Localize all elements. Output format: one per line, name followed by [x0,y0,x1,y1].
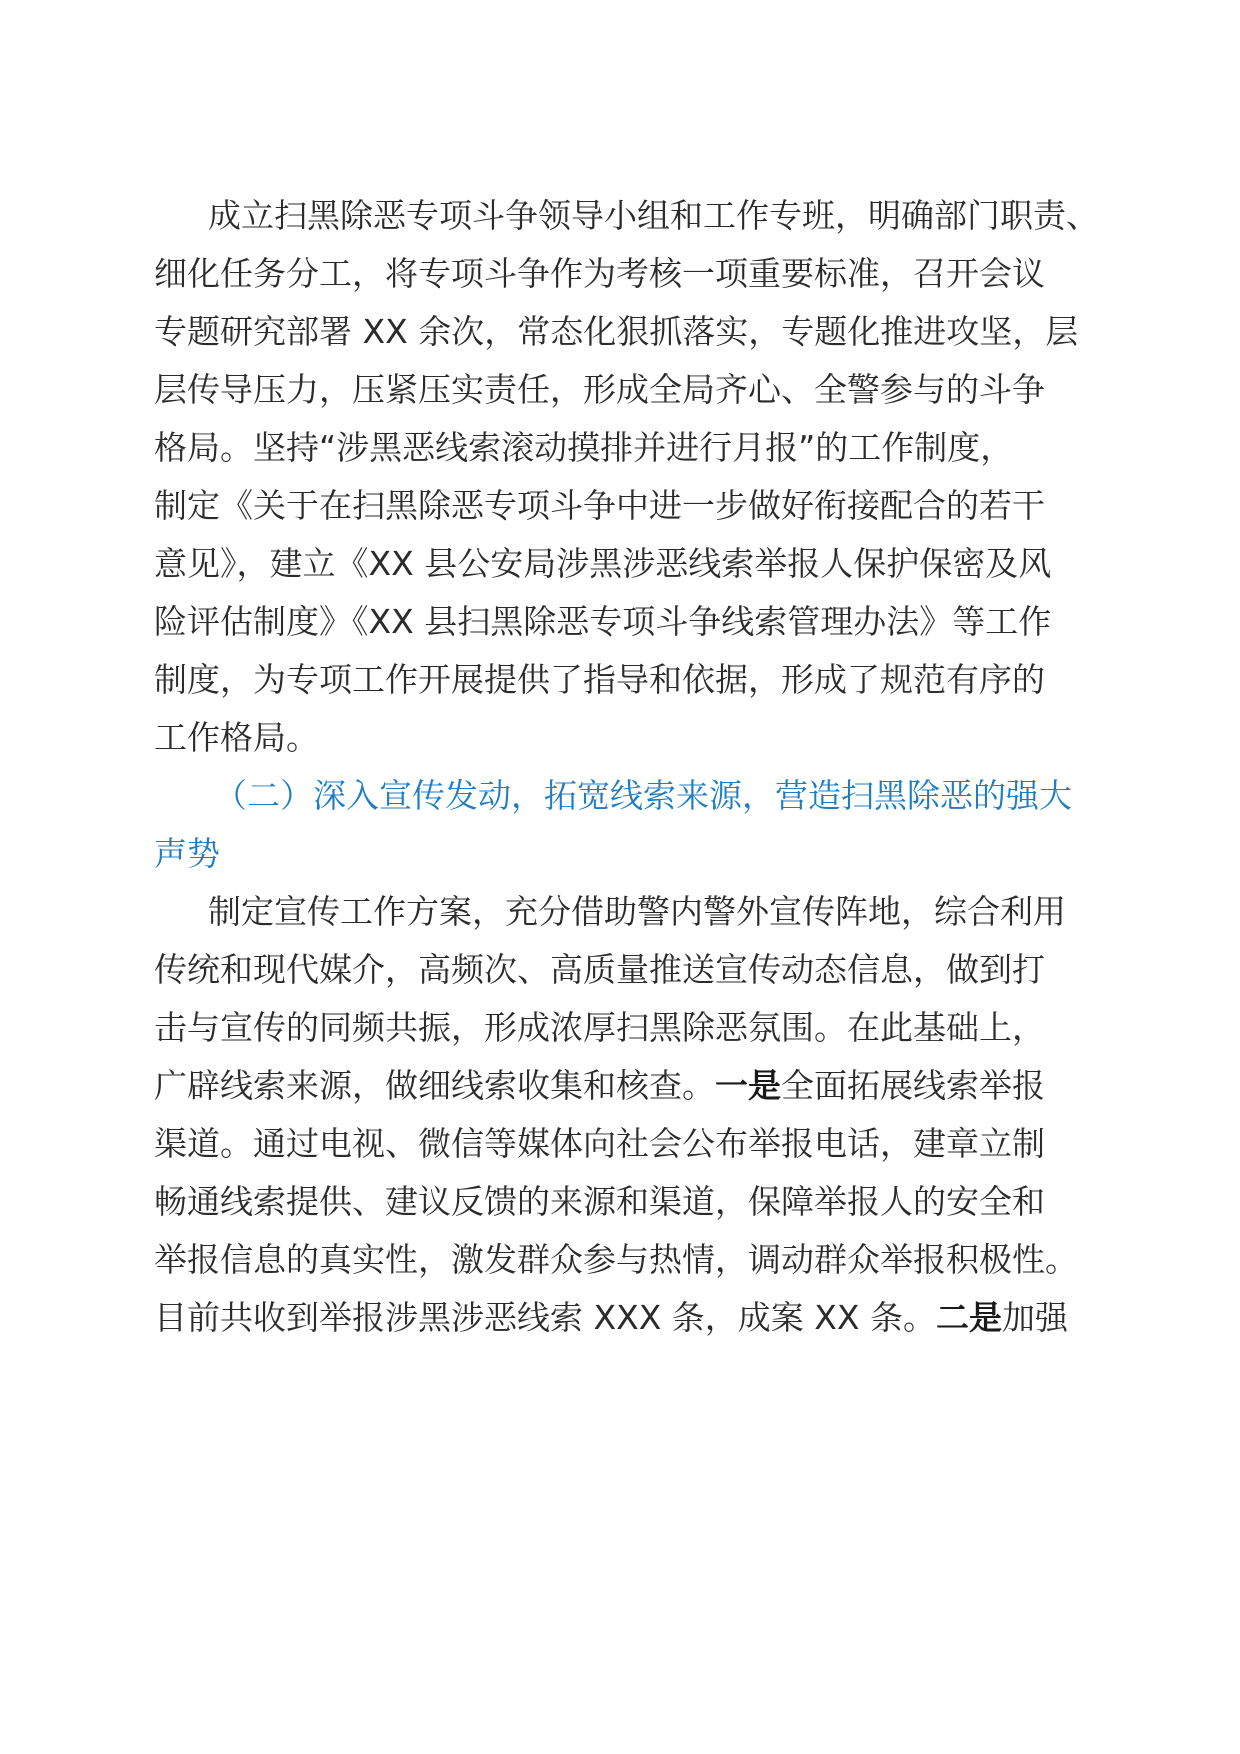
paragraph-2-line-7: 举报信息的真实性，激发群众参与热情，调动群众举报积极性。 [154,1240,1078,1279]
paragraph-2-line-4-end: 全面拓展线索举报 [781,1066,1045,1105]
paragraph-2-line-8-end: 加强 [1002,1298,1068,1337]
second-point-marker: 二是 [936,1298,1002,1337]
paragraph-2-line-1: 制定宣传工作方案，充分借助警内警外宣传阵地，综合利用 [208,892,1066,931]
section-heading-line-2: 声势 [154,834,220,873]
paragraph-1-line-8: 险评估制度》《XX 县扫黑除恶专项斗争线索管理办法》等工作 [154,602,1052,641]
paragraph-2-line-4 [154,1062,1045,1110]
paragraph-1-line-4: 层传导压力，压紧压实责任，形成全局齐心、全警参与的斗争 [154,370,1045,409]
paragraph-1-line-9: 制度，为专项工作开展提供了指导和依据，形成了规范有序的 [154,660,1045,699]
paragraph-2-line-6: 畅通线索提供、建议反馈的来源和渠道，保障举报人的安全和 [154,1182,1045,1221]
paragraph-2-line-4-start: 广辟线索来源，做细线索收集和核查。 [154,1066,715,1105]
paragraph-2-line-8 [154,1294,1068,1342]
paragraph-2-line-5: 渠道。通过电视、微信等媒体向社会公布举报电话，建章立制 [154,1124,1045,1163]
paragraph-2-line-2: 传统和现代媒介，高频次、高质量推送宣传动态信息，做到打 [154,950,1045,989]
paragraph-1-line-2: 细化任务分工，将专项斗争作为考核一项重要标准，召开会议 [154,254,1045,293]
paragraph-1-line-6: 制定《关于在扫黑除恶专项斗争中进一步做好衔接配合的若干 [154,486,1045,525]
paragraph-1-line-5: 格局。坚持“涉黑恶线索滚动摸排并进行月报”的工作制度， [154,428,1014,467]
paragraph-1-line-7: 意见》，建立《XX 县公安局涉黑涉恶线索举报人保护保密及风 [154,544,1052,583]
paragraph-1-line-3: 专题研究部署 XX 余次，常态化狠抓落实，专题化推进攻坚，层 [154,312,1079,351]
section-heading-line-1: （二）深入宣传发动，拓宽线索来源，营造扫黑除恶的强大 [214,776,1072,815]
paragraph-2-line-3: 击与宣传的同频共振，形成浓厚扫黑除恶氛围。在此基础上， [154,1008,1045,1047]
first-point-marker: 一是 [715,1066,781,1105]
paragraph-2-line-8-start: 目前共收到举报涉黑涉恶线索 XXX 条，成案 XX 条。 [154,1298,936,1337]
paragraph-1-line-1: 成立扫黑除恶专项斗争领导小组和工作专班，明确部门职责、 [208,196,1099,235]
paragraph-1-line-10: 工作格局。 [154,718,319,757]
